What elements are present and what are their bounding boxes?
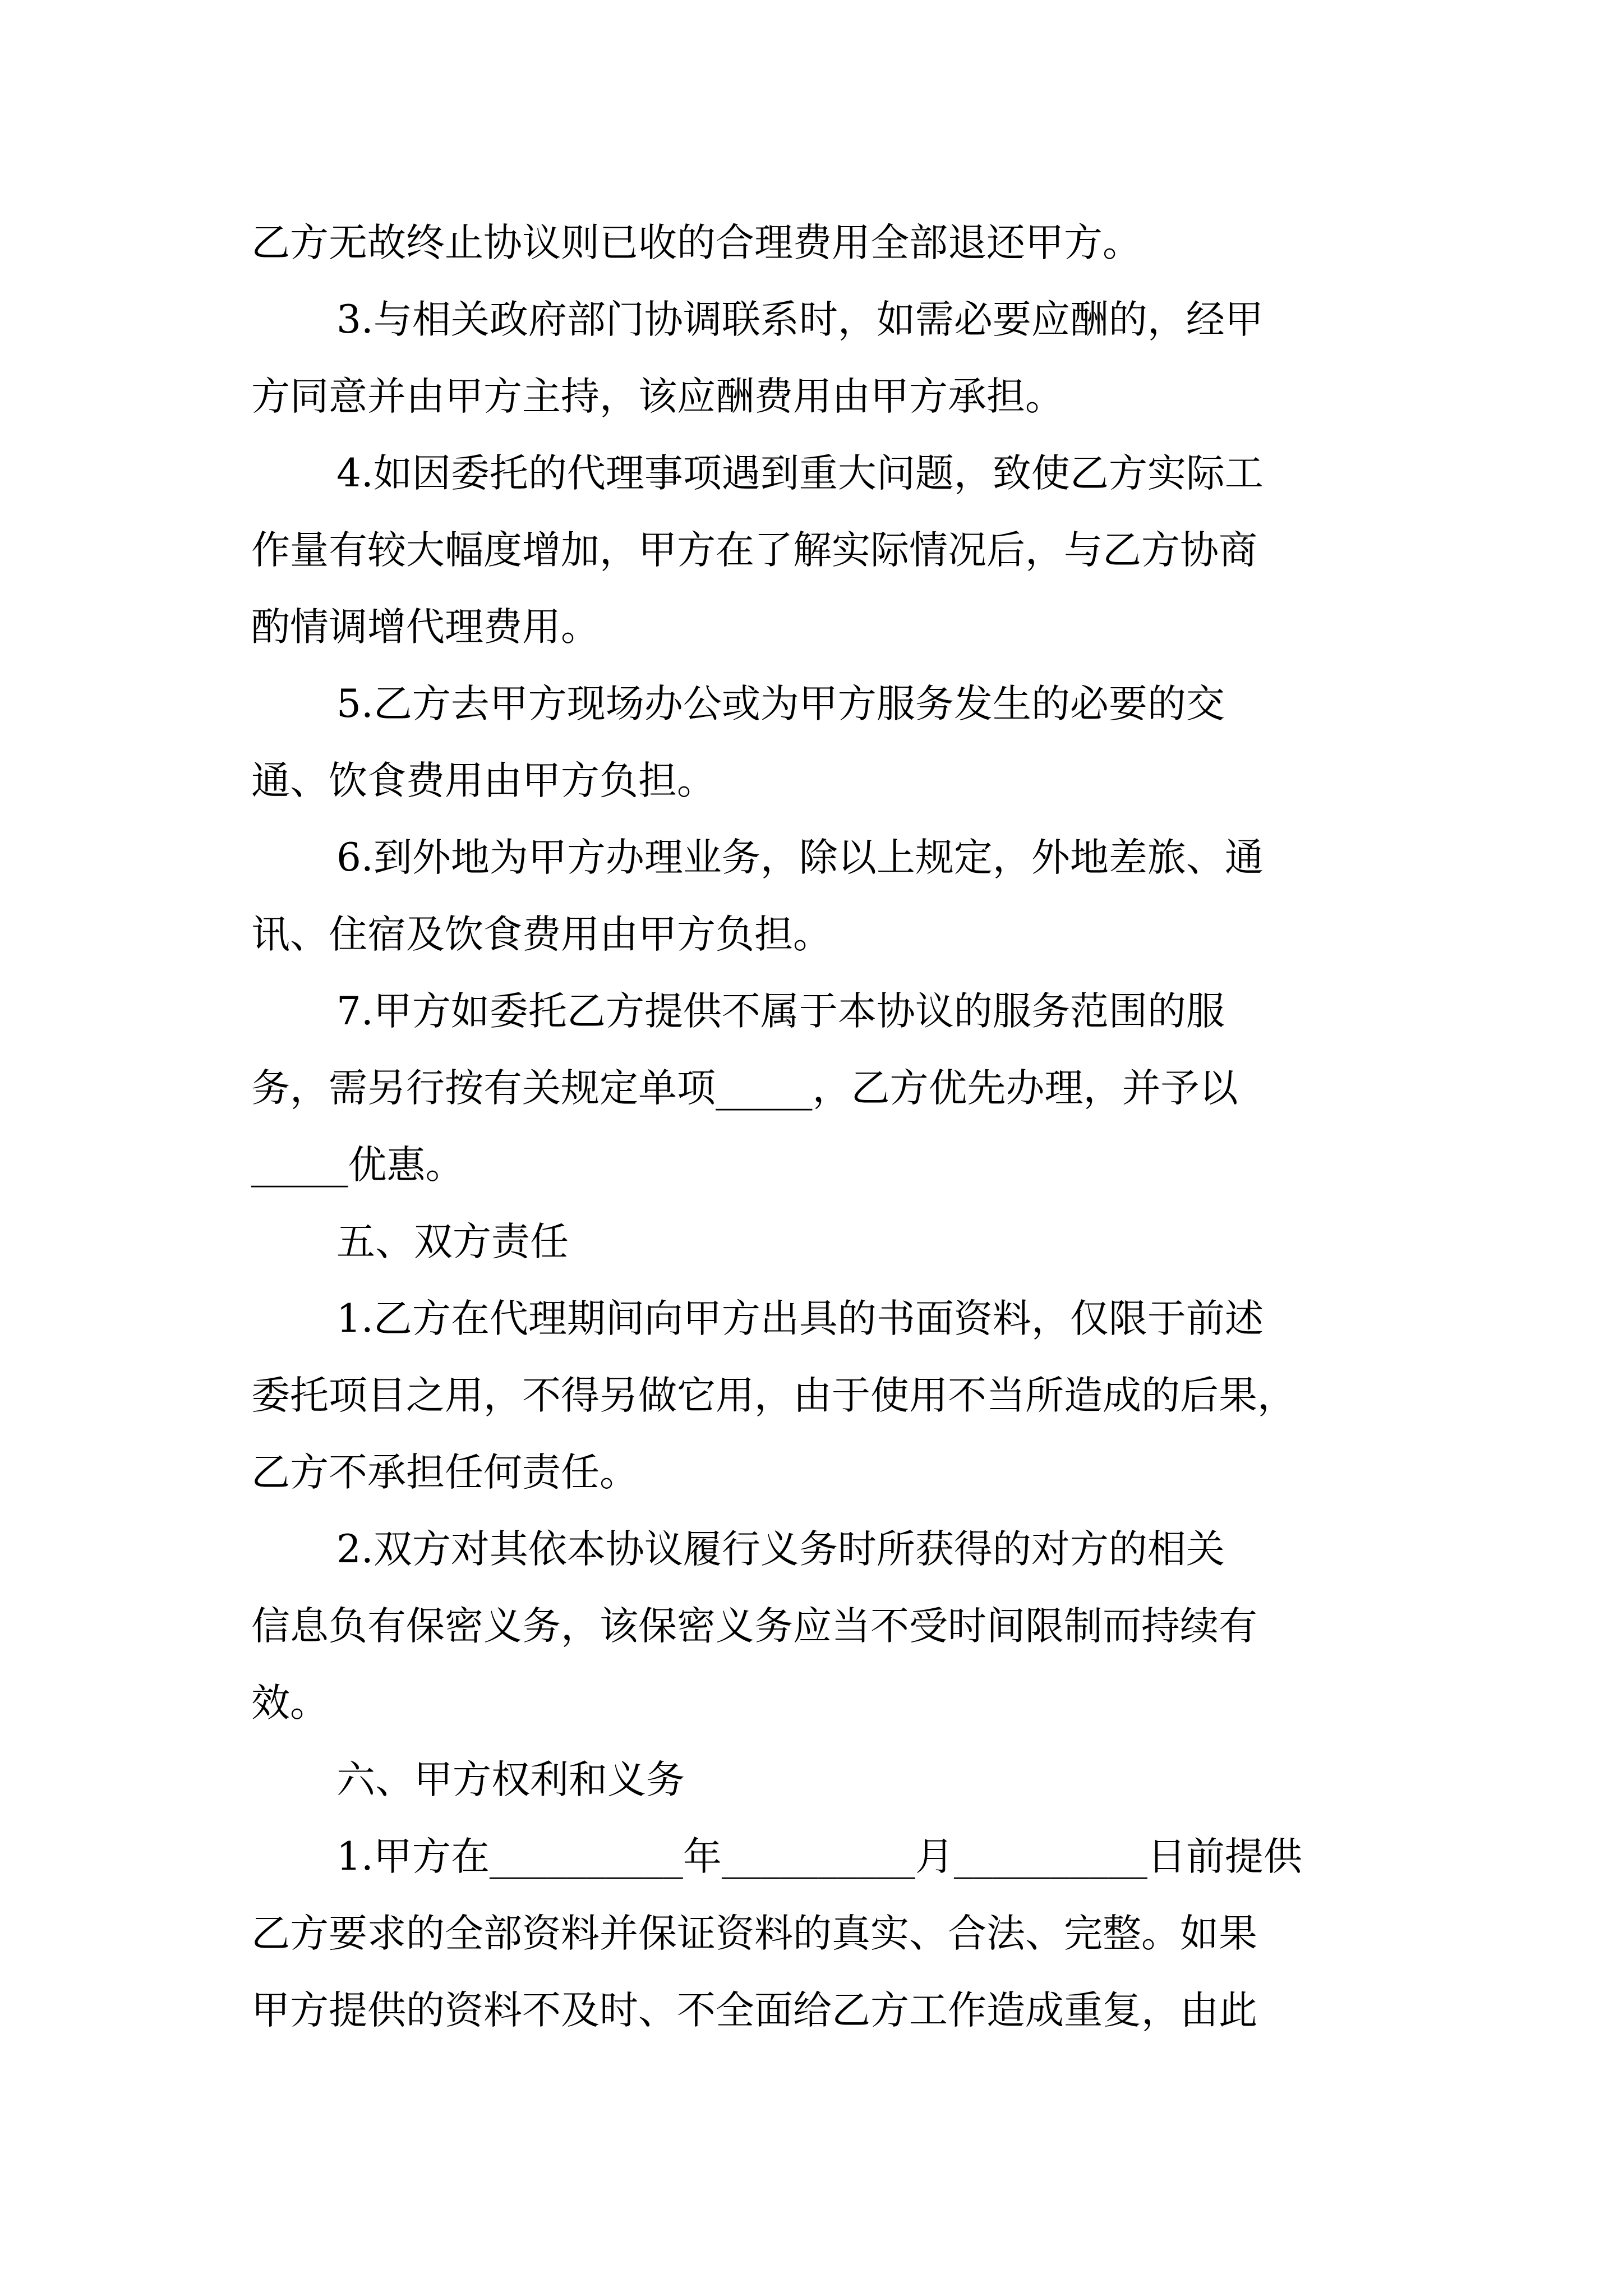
line-text: 信息负有保密义务，该保密义务应当不受时间限制而持续有 [251, 1604, 1257, 1649]
text-line [0, 1892, 1623, 1976]
line-text: 讯、住宿及饮食费用由甲方负担。 [251, 912, 832, 957]
line-text: 6.到外地为甲方办理业务，除以上规定，外地差旅、通 [336, 835, 1264, 880]
line-text: 五、双方责任 [336, 1220, 569, 1264]
line-text: 务，需另行按有关规定单项_____，乙方优先办理，并予以 [251, 1066, 1238, 1111]
line-text: 3.与相关政府部门协调联系时，如需必要应酬的，经甲 [336, 297, 1264, 342]
line-text: 5.乙方去甲方现场办公或为甲方服务发生的必要的交 [336, 682, 1225, 726]
line-text: 甲方提供的资料不及时、不全面给乙方工作造成重复，由此 [251, 1988, 1257, 2033]
line-text: 4.如因委托的代理事项遇到重大问题，致使乙方实际工 [336, 451, 1264, 496]
text-line [0, 1661, 1623, 1745]
text-line [0, 431, 1623, 516]
text-line [0, 1046, 1623, 1130]
line-text: 六、甲方权利和义务 [336, 1757, 685, 1802]
line-text: 通、饮食费用由甲方负担。 [251, 758, 716, 803]
line-text: 委托项目之用，不得另做它用，由于使用不当所造成的后果， [251, 1373, 1296, 1418]
text-line [0, 1507, 1623, 1591]
line-text: 方同意并由甲方主持，该应酬费用由甲方承担。 [251, 374, 1064, 419]
text-line [0, 662, 1623, 746]
text-line [0, 1430, 1623, 1515]
text-line [0, 1584, 1623, 1668]
line-text: 1.乙方在代理期间向甲方出具的书面资料，仅限于前述 [336, 1296, 1264, 1341]
text-line [0, 892, 1623, 977]
text-line [0, 816, 1623, 900]
text-line [0, 739, 1623, 823]
text-line [0, 1123, 1623, 1207]
text-line [0, 969, 1623, 1053]
line-text: _____优惠。 [251, 1143, 464, 1188]
line-text: 乙方不承担任何责任。 [251, 1450, 638, 1495]
text-line [0, 355, 1623, 439]
line-text: 2.双方对其依本协议履行义务时所获得的对方的相关 [336, 1527, 1225, 1572]
text-line [0, 1968, 1623, 2053]
section-heading [0, 1738, 1623, 1822]
text-line [0, 508, 1623, 592]
text-line [0, 201, 1623, 285]
line-text: 乙方要求的全部资料并保证资料的真实、合法、完整。如果 [251, 1911, 1257, 1956]
text-line [0, 1277, 1623, 1361]
line-text: 酌情调增代理费用。 [251, 605, 600, 650]
line-text: 作量有较大幅度增加，甲方在了解实际情况后，与乙方协商 [251, 528, 1257, 573]
text-line [0, 278, 1623, 362]
section-heading [0, 1200, 1623, 1284]
line-text: 效。 [251, 1681, 329, 1726]
text-line [0, 1354, 1623, 1438]
text-line [0, 1815, 1623, 1899]
line-text: 1.甲方在__________年__________月__________日前提供 [336, 1834, 1302, 1879]
text-line [0, 585, 1623, 669]
line-text: 乙方无故终止协议则已收的合理费用全部退还甲方。 [251, 220, 1141, 265]
line-text: 7.甲方如委托乙方提供不属于本协议的服务范围的服 [336, 989, 1225, 1034]
